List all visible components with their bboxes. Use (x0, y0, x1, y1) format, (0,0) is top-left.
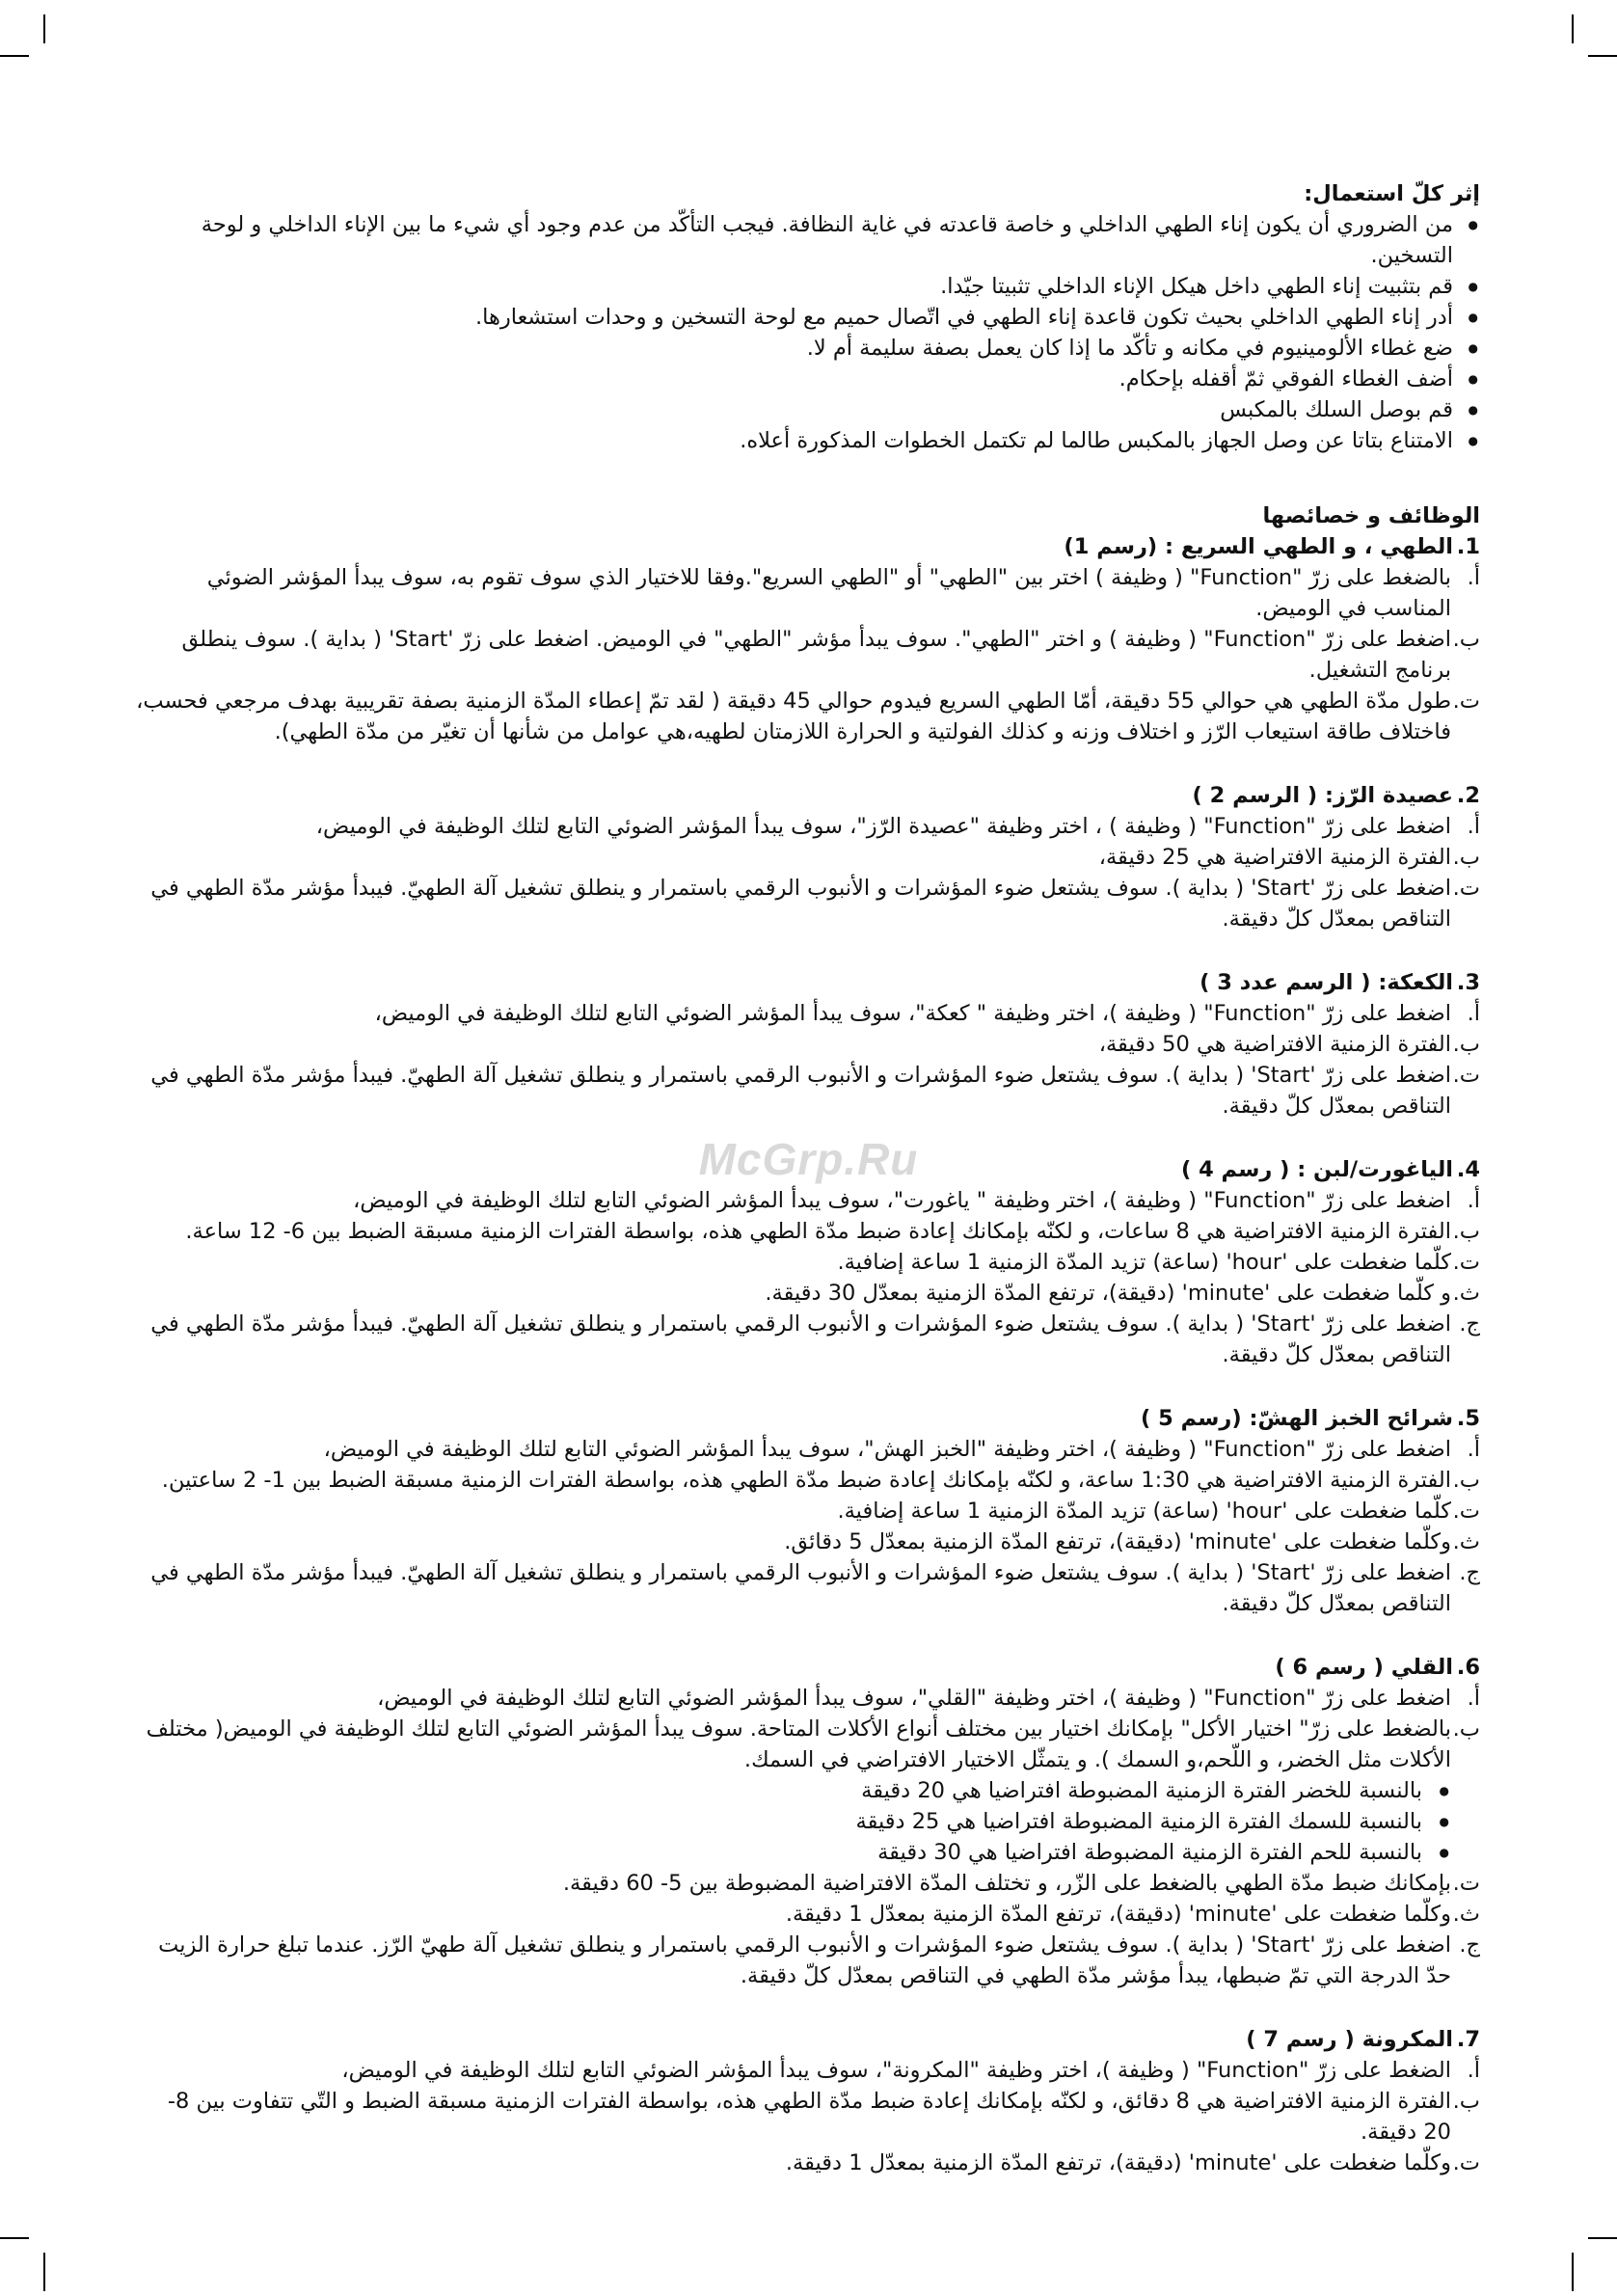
list-item: ت. كلّما ضغطت على 'hour' (ساعة) تزيد المدّة الزمنية 1 ساعة إضافية. (837, 1250, 1480, 1275)
list-item: أ. اضغط على زرّ "Function" ( وظيفة )، اختر وظيفة "القلي"، سوف يبدأ المؤشر الضوئي التابع لتلك الوظيفة في الوميض، (377, 1686, 1480, 1711)
section-heading: 2. عصيدة الرّز: ( الرسم 2 ) (1192, 783, 1480, 808)
intro-bullets (135, 209, 1480, 456)
section-heading: 5. شرائح الخبز الهشّ: (رسم 5 ) (1141, 1406, 1480, 1431)
list-item: ج. اضغط على زرّ 'Start' ( بداية ). سوف يشتعل ضوء المؤشرات و الأنبوب الرقمي باستمرار و ينطلق تشغيل آلة الطهيّ. فيبدأ مؤشر مدّة الطهي في التناقص بمعدّل كلّ دقيقة. (150, 1560, 1480, 1616)
intro-title: إثر كلّ استعمال: (1304, 181, 1480, 206)
crop-mark (1588, 55, 1617, 57)
list-item: ● قم بتثبيت إناء الطهي داخل هيكل الإناء الداخلي تثبيتا جيّدا. (135, 271, 1480, 302)
list-item: أ. بالضغط على زرّ "Function" ( وظيفة ) اختر بين "الطهي" أو "الطهي السريع".وفقا للاختيار الذي سوف تقوم به، سوف يبدأ المؤشر الضوئي المناسب في الوميض. (206, 565, 1480, 621)
list-item: أ. الضغط على زرّ "Function" ( وظيفة )، اختر وظيفة "المكرونة"، سوف يبدأ المؤشر الضوئي التابع لتلك الوظيفة في الوميض، (341, 2058, 1480, 2083)
section-heading: 3. الكعكة: ( الرسم عدد 3 ) (1199, 970, 1480, 995)
list-item: ب. الفترة الزمنية الافتراضية هي 1:30 ساعة، و لكنّه بإمكانك إعادة ضبط مدّة الطهي هذه، بواسطة الفترات الزمنية مسبقة الضبط بين 1- 2 ساعتين. (161, 1468, 1480, 1493)
sub-bullets (135, 1775, 1480, 1868)
list-item: ت. بإمكانك ضبط مدّة الطهي بالضغط على الزّر، و تختلف المدّة الافتراضية المضبوطة بين 5- 60 دقيقة. (562, 1871, 1480, 1896)
list-item: أ. اضغط على زرّ "Function" ( وظيفة )، اختر وظيفة "الخبز الهش"، سوف يبدأ المؤشر الضوئي التابع لتلك الوظيفة في الوميض، (323, 1437, 1480, 1462)
crop-mark (1588, 2237, 1617, 2239)
crop-mark (0, 2237, 29, 2239)
list-item: ● بالنسبة للسمك الفترة الزمنية المضبوطة افتراضيا هي 25 دقيقة (135, 1806, 1480, 1837)
list-item: ب. الفترة الزمنية الافتراضية هي 8 دقائق، و لكنّه بإمكانك إعادة ضبط مدّة الطهي هذه، بواسطة الفترات الزمنية مسبقة الضبط و التّي تتفاوت بين 8- 20 دقيقة. (167, 2089, 1480, 2145)
list-item: أ. اضغط على زرّ "Function" ( وظيفة ) ، اختر وظيفة "عصيدة الرّز"، سوف يبدأ المؤشر الضوئي التابع لتلك الوظيفة في الوميض، (315, 814, 1480, 839)
list-item: ج. اضغط على زرّ 'Start' ( بداية ). سوف يشتعل ضوء المؤشرات و الأنبوب الرقمي باستمرار و ينطلق تشغيل آلة طهيّ الرّز. عندما تبلغ حرارة الزيت حدّ الدرجة التي تمّ ضبطها، يبدأ مؤشر مدّة الطهي في التناقص بمعدّل كلّ دقيقة. (158, 1932, 1480, 1988)
list-item: ت. كلّما ضغطت على 'hour' (ساعة) تزيد المدّة الزمنية 1 ساعة إضافية. (837, 1499, 1480, 1524)
list-item: ت. اضغط على زرّ 'Start' ( بداية ). سوف يشتعل ضوء المؤشرات و الأنبوب الرقمي باستمرار و ينطلق تشغيل آلة الطهيّ. فيبدأ مؤشر مدّة الطهي في التناقص بمعدّل كلّ دقيقة. (150, 876, 1480, 932)
list-item: أ. اضغط على زرّ "Function" ( وظيفة )، اختر وظيفة " ياغورت"، سوف يبدأ المؤشر الضوئي التابع لتلك الوظيفة في الوميض، (353, 1188, 1480, 1213)
list-item: ● أضف الغطاء الفوقي ثمّ أقفله بإحكام. (135, 364, 1480, 394)
list-item: ب. الفترة الزمنية الافتراضية هي 50 دقيقة، (1098, 1032, 1480, 1057)
list-item: ب. اضغط على زرّ "Function" ( وظيفة ) و اختر "الطهي". سوف يبدأ مؤشر "الطهي" في الوميض. اضغط على زرّ 'Start' ( بداية ). سوف ينطلق برنامج التشغيل. (181, 627, 1480, 683)
list-item: أ. اضغط على زرّ "Function" ( وظيفة )، اختر وظيفة " كعكة"، سوف يبدأ المؤشر الضوئي التابع لتلك الوظيفة في الوميض، (374, 1001, 1480, 1026)
list-item: ● بالنسبة للخضر الفترة الزمنية المضبوطة افتراضيا هي 20 دقيقة (135, 1775, 1480, 1806)
list-item: ث. وكلّما ضغطت على 'minute' (دقيقة)، ترتفع المدّة الزمنية بمعدّل 1 دقيقة. (785, 1902, 1480, 1927)
list-item: ● الامتناع بتاتا عن وصل الجهاز بالمكبس طالما لم تكتمل الخطوات المذكورة أعلاه. (135, 425, 1480, 456)
list-item: ت. طول مدّة الطهي هي حوالي 55 دقيقة، أمّا الطهي السريع فيدوم حوالي 45 دقيقة ( لقد تمّ إعطاء المدّة الزمنية بصفة تقريبية بهدف مرجعي فحسب، فاختلاف طاقة استيعاب الرّز و اختلاف وزنه و كذلك الفولتية و الحرارة اللازمتان لطهيه،هي عوامل من شأنها أن تغيّر من مدّة الطهي). (136, 689, 1480, 744)
section-heading: 7. المكرونة ( رسم 7 ) (1246, 2027, 1480, 2052)
crop-mark (43, 2253, 45, 2291)
list-item: ● من الضروري أن يكون إناء الطهي الداخلي و خاصة قاعدته في غاية النظافة. فيجب التأكّد من عدم وجود أي شيء ما بين الإناء الداخلي و لوحة التسخين. (135, 209, 1480, 271)
list-item: ث. وكلّما ضغطت على 'minute' (دقيقة)، ترتفع المدّة الزمنية بمعدّل 5 دقائق. (784, 1529, 1480, 1554)
list-item: ● ضع غطاء الألومينيوم في مكانه و تأكّد ما إذا كان يعمل بصفة سليمة أم لا. (135, 333, 1480, 364)
crop-mark (1572, 2253, 1574, 2291)
watermark: McGrp.Ru (698, 1134, 919, 1184)
list-item: ● أدر إناء الطهي الداخلي بحيث تكون قاعدة إناء الطهي في اتّصال حميم مع لوحة التسخين و وحدات استشعارها. (135, 302, 1480, 333)
document-page (135, 178, 1480, 2178)
section-heading: 4. الياغورت/لبن : ( رسم 4 ) (1180, 1157, 1480, 1182)
crop-mark (43, 14, 45, 43)
list-item: ث. و كلّما ضغطت على 'minute' (دقيقة)، ترتفع المدّة الزمنية بمعدّل 30 دقيقة. (765, 1281, 1480, 1306)
list-item: ب. الفترة الزمنية الافتراضية هي 25 دقيقة، (1098, 845, 1480, 870)
list-item: ب. بالضغط على زرّ" اختيار الأكل" بإمكانك اختيار بين مختلف أنواع الأكلات المتاحة. سوف يبدأ المؤشر الضوئي التابع لتلك الوظيفة في الوميض( مختلف الأكلات مثل الخضر، و اللّحم،و السمك ). و يتمثّل الاختيار الافتراضي في السمك. (146, 1716, 1480, 1772)
section-heading: 1. الطهي ، و الطهي السريع : (رسم 1) (1064, 534, 1480, 559)
list-item: ت. اضغط على زرّ 'Start' ( بداية ). سوف يشتعل ضوء المؤشرات و الأنبوب الرقمي باستمرار و ينطلق تشغيل آلة الطهيّ. فيبدأ مؤشر مدّة الطهي في التناقص بمعدّل كلّ دقيقة. (150, 1063, 1480, 1119)
section-heading: 6. القلي ( رسم 6 ) (1275, 1655, 1480, 1680)
list-item: ب. الفترة الزمنية الافتراضية هي 8 ساعات، و لكنّه بإمكانك إعادة ضبط مدّة الطهي هذه، بواسطة الفترات الزمنية مسبقة الضبط بين 6- 12 ساعة. (185, 1219, 1480, 1244)
crop-mark (1572, 14, 1574, 43)
list-item: ● قم بوصل السلك بالمكبس (135, 394, 1480, 425)
list-item: ج. اضغط على زرّ 'Start' ( بداية ). سوف يشتعل ضوء المؤشرات و الأنبوب الرقمي باستمرار و ينطلق تشغيل آلة الطهيّ. فيبدأ مؤشر مدّة الطهي في التناقص بمعدّل كلّ دقيقة. (150, 1311, 1480, 1367)
functions-title: الوظائف و خصائصها (1262, 503, 1480, 528)
list-item: ت. وكلّما ضغطت على 'minute' (دقيقة)، ترتفع المدّة الزمنية بمعدّل 1 دقيقة. (785, 2150, 1480, 2175)
crop-mark (0, 55, 29, 57)
list-item: ● بالنسبة للحم الفترة الزمنية المضبوطة افتراضيا هي 30 دقيقة (135, 1837, 1480, 1868)
